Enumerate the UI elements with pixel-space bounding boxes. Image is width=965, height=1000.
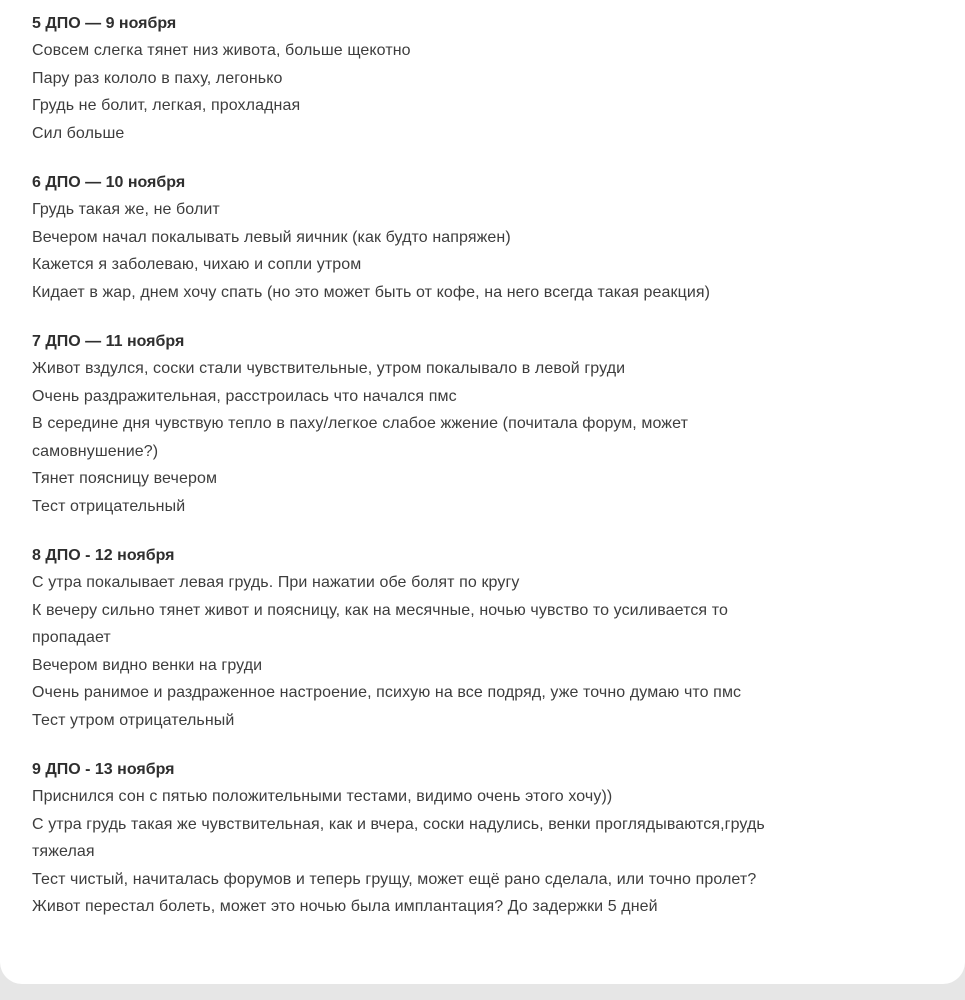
entry-line: Совсем слегка тянет низ живота, больше щекотно bbox=[32, 42, 411, 59]
entry-line: самовнушение?) bbox=[32, 442, 159, 460]
diary-entry-8dpo bbox=[32, 542, 925, 734]
entry-title: 5 ДПО — 9 ноября bbox=[32, 15, 177, 32]
entry-line: Тест чистый, начиталась форумов и теперь грущу, может ещё рано сделала, или точно пролет? bbox=[32, 870, 757, 888]
entry-line: Кажется я заболеваю, чихаю и сопли утром bbox=[32, 256, 362, 273]
entry-line: Сил больше bbox=[32, 124, 125, 142]
entry-line: Кидает в жар, днем хочу спать (но это может быть от кофе, на него всегда такая реакция) bbox=[32, 283, 711, 301]
entry-title: 6 ДПО — 10 ноября bbox=[32, 174, 186, 191]
entry-line: Тест утром отрицательный bbox=[32, 711, 235, 729]
entry-line: Очень раздражительная, расстроилась что начался пмс bbox=[32, 387, 457, 405]
entry-line: К вечеру сильно тянет живот и поясницу, как на месячные, ночью чувство то усиливается то bbox=[32, 601, 728, 619]
diary-entry-9dpo bbox=[32, 756, 925, 921]
entry-line: В середине дня чувствую тепло в паху/легкое слабое жжение (почитала форум, может bbox=[32, 415, 688, 432]
diary-entry-7dpo bbox=[32, 328, 925, 520]
diary-entry-6dpo bbox=[32, 169, 925, 306]
entry-line: С утра грудь такая же чувствительная, как и вчера, соски надулись, венки проглядываются,грудь bbox=[32, 815, 765, 833]
entry-line: Вечером видно венки на груди bbox=[32, 656, 263, 674]
entry-title: 9 ДПО - 13 ноября bbox=[32, 761, 175, 778]
entry-line: Вечером начал покалывать левый яичник (как будто напряжен) bbox=[32, 228, 511, 246]
entry-title: 7 ДПО — 11 ноября bbox=[32, 333, 185, 350]
entry-line: Живот перестал болеть, может это ночью была имплантация? До задержки 5 дней bbox=[32, 898, 658, 915]
diary-entry-5dpo bbox=[32, 10, 925, 147]
entry-line: Живот вздулся, соски стали чувствительные, утром покалывало в левой груди bbox=[32, 360, 626, 377]
entry-line: Тянет поясницу вечером bbox=[32, 470, 218, 487]
entry-line: С утра покалывает левая грудь. При нажатии обе болят по кругу bbox=[32, 574, 520, 591]
entry-line: Тест отрицательный bbox=[32, 497, 186, 515]
entry-line: Очень ранимое и раздраженное настроение, психую на все подряд, уже точно думаю что пмс bbox=[32, 684, 742, 701]
entry-line: Грудь такая же, не болит bbox=[32, 201, 220, 218]
entry-title: 8 ДПО - 12 ноября bbox=[32, 547, 175, 564]
entry-line: Грудь не болит, легкая, прохладная bbox=[32, 97, 301, 114]
entry-line: Пару раз кололо в паху, легонько bbox=[32, 69, 283, 87]
entry-line: пропадает bbox=[32, 629, 111, 646]
entry-line: тяжелая bbox=[32, 843, 95, 860]
entry-line: Приснился сон с пятью положительными тестами, видимо очень этого хочу)) bbox=[32, 788, 613, 805]
